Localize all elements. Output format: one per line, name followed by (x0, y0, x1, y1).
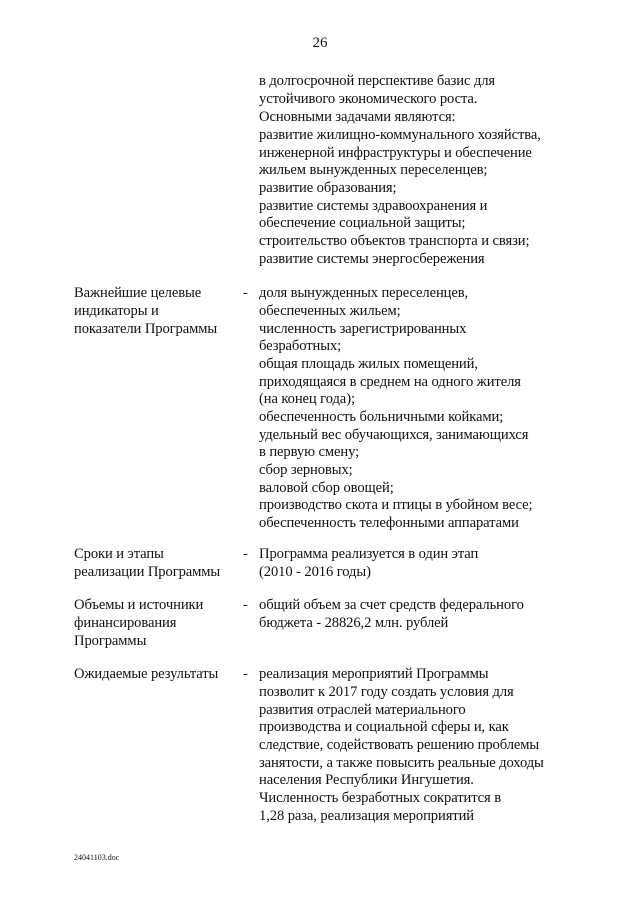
intro-line: в долгосрочной перспективе базис для (259, 73, 496, 89)
intro-line: устойчивого экономического роста. (259, 91, 478, 107)
section-dash: - (243, 597, 248, 613)
intro-line: развитие системы здравоохранения и (259, 198, 488, 214)
section-value-line: приходящаяся в среднем на одного жителя (259, 374, 521, 390)
section-value-line: в первую смену; (259, 444, 360, 460)
intro-line: обеспечение социальной защиты; (259, 215, 466, 231)
intro-line: жильем вынужденных переселенцев; (259, 162, 488, 178)
section-value-line: населения Республики Ингушетия. (259, 772, 474, 788)
section-value-line: безработных; (259, 338, 342, 354)
section-value-line: позволит к 2017 году создать условия для (259, 684, 514, 700)
section-value-line: сбор зерновых; (259, 462, 353, 478)
section-value-line: обеспеченность больничными койками; (259, 409, 504, 425)
section-value-line: производства и социальной сферы и, как (259, 719, 509, 735)
section-value-line: (на конец года); (259, 391, 355, 407)
section-value-line: обеспеченность телефонными аппаратами (259, 515, 519, 531)
section-label-line: индикаторы и (74, 303, 159, 319)
intro-line: развитие жилищно-коммунального хозяйства, (259, 127, 541, 143)
section-value-line: 1,28 раза, реализация мероприятий (259, 808, 475, 824)
section-label-line: Важнейшие целевые (74, 285, 202, 301)
section-value-line: Численность безработных сократится в (259, 790, 502, 806)
intro-line: строительство объектов транспорта и связи; (259, 233, 530, 249)
section-value-line: удельный вес обучающихся, занимающихся (259, 427, 529, 443)
section-value-line: следствие, содействовать решению проблемы (259, 737, 540, 753)
section-value-line: реализация мероприятий Программы (259, 666, 489, 682)
page-number: 26 (312, 35, 328, 51)
section-value-line: производство скота и птицы в убойном весе; (259, 497, 533, 513)
section-value-line: численность зарегистрированных (259, 321, 467, 337)
section-value-line: развития отраслей материального (259, 702, 466, 718)
section-value-line: валовой сбор овощей; (259, 480, 394, 496)
section-value-line: доля вынужденных переселенцев, (259, 285, 469, 301)
section-value-line: Программа реализуется в один этап (259, 546, 479, 562)
section-label-line: Объемы и источники (74, 597, 204, 613)
section-label-line: Ожидаемые результаты (74, 666, 219, 682)
section-dash: - (243, 285, 248, 301)
section-label-line: реализации Программы (74, 564, 221, 580)
section-label-line: Программы (74, 633, 147, 649)
section-value-line: общая площадь жилых помещений, (259, 356, 478, 372)
section-dash: - (243, 666, 248, 682)
section-label-line: финансирования (74, 615, 177, 631)
file-name-footer: 24041103.doc (74, 853, 120, 862)
section-value-line: обеспеченных жильем; (259, 303, 401, 319)
intro-line: развитие образования; (259, 180, 397, 196)
section-value-line: бюджета - 28826,2 млн. рублей (259, 615, 449, 631)
section-value-line: (2010 - 2016 годы) (259, 564, 371, 580)
section-value-line: занятости, а также повысить реальные доходы (259, 755, 544, 771)
intro-line: Основными задачами являются: (259, 109, 456, 125)
intro-line: развитие системы энергосбережения (259, 251, 485, 267)
section-label-line: Сроки и этапы (74, 546, 164, 562)
section-dash: - (243, 546, 248, 562)
intro-line: инженерной инфраструктуры и обеспечение (259, 145, 532, 161)
section-value-line: общий объем за счет средств федерального (259, 597, 524, 613)
section-label-line: показатели Программы (74, 321, 218, 337)
